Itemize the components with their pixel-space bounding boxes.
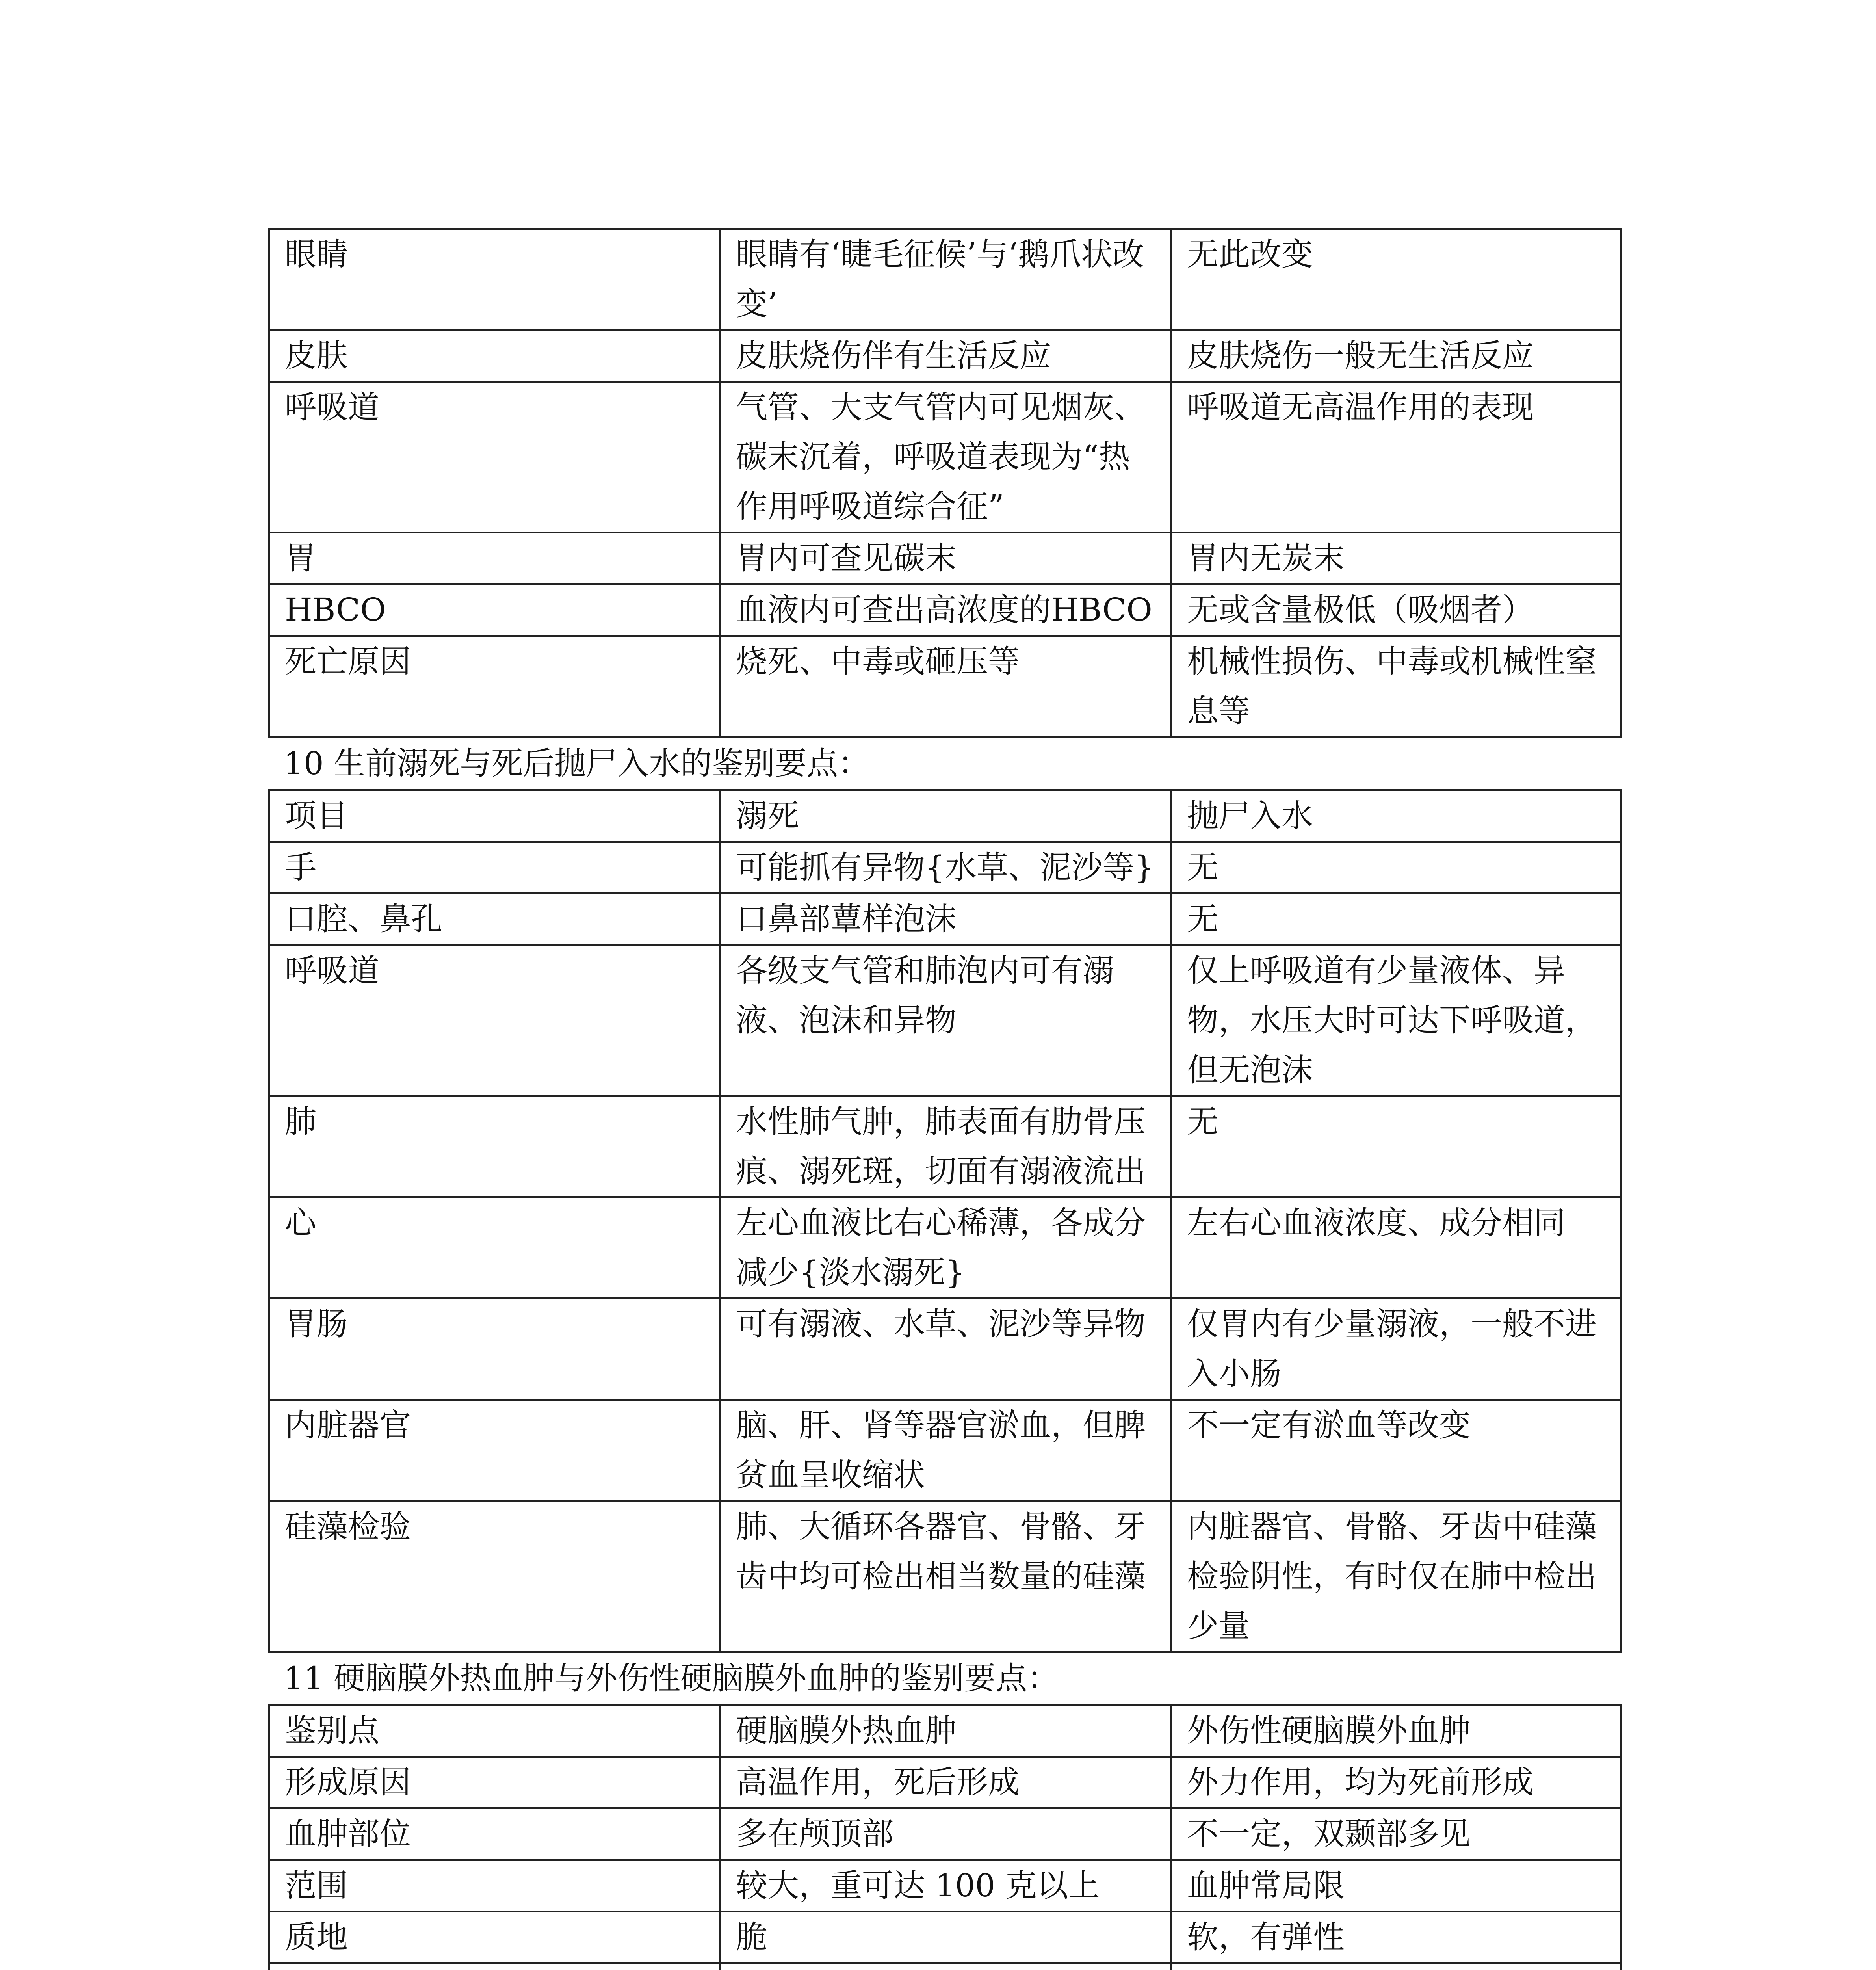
table-cell: 外伤性硬脑膜外血肿 (1171, 1705, 1621, 1757)
table-row (269, 1705, 1621, 1757)
table-cell: 高温作用，死后形成 (720, 1757, 1171, 1808)
table-cell: 口腔、鼻孔 (269, 894, 720, 945)
table-cell: 较大，重可达 100 克以上 (720, 1860, 1171, 1912)
table-cell: 各级支气管和肺泡内可有溺液、泡沫和异物 (720, 945, 1171, 1096)
table-row (269, 1197, 1621, 1299)
table-cell: 仅胃内有少量溺液，一般不进入小肠 (1171, 1299, 1621, 1400)
table-row (269, 1963, 1621, 1970)
table-cell: 形成原因 (269, 1757, 720, 1808)
table-body (269, 1705, 1621, 1970)
table-cell: 内脏器官、骨骼、牙齿中硅藻检验阴性，有时仅在肺中检出少量 (1171, 1501, 1621, 1652)
table-cell: 肺、大循环各器官、骨骼、牙齿中均可检出相当数量的硅藻 (720, 1501, 1171, 1652)
table-cell: 烧死、中毒或砸压等 (720, 636, 1171, 737)
table-cell: 左右心血液浓度、成分相同 (1171, 1197, 1621, 1299)
table-cell: 无 (1171, 894, 1621, 945)
table-cell: 硅藻检验 (269, 1501, 720, 1652)
table-burn-comparison (268, 228, 1622, 738)
table-row (269, 636, 1621, 737)
table-cell: HBCO (269, 584, 720, 636)
table-cell: 抛尸入水 (1171, 790, 1621, 842)
table-cell: 软，有弹性 (1171, 1912, 1621, 1963)
table-cell: 无或含量极低（吸烟者） (1171, 584, 1621, 636)
table-row (269, 1860, 1621, 1912)
table-cell (269, 1963, 720, 1970)
table-row (269, 790, 1621, 842)
table-row (269, 533, 1621, 584)
table-cell (720, 1963, 1171, 1970)
table-cell: 多在颅顶部 (720, 1808, 1171, 1860)
table-body (269, 229, 1621, 737)
table-cell: 眼睛 (269, 229, 720, 330)
table-cell: 皮肤烧伤一般无生活反应 (1171, 330, 1621, 382)
table-cell: 胃肠 (269, 1299, 720, 1400)
table-cell: 范围 (269, 1860, 720, 1912)
table-cell: 左心血液比右心稀薄，各成分减少{淡水溺死} (720, 1197, 1171, 1299)
table-body (269, 790, 1621, 1652)
section-10-caption: 10 生前溺死与死后抛尸入水的鉴别要点： (284, 745, 870, 782)
table-cell: 手 (269, 842, 720, 894)
table-row (269, 1757, 1621, 1808)
table-cell: 脆 (720, 1912, 1171, 1963)
table-cell: 无 (1171, 1096, 1621, 1197)
table-cell: 无此改变 (1171, 229, 1621, 330)
table-row (269, 1808, 1621, 1860)
table-row (269, 894, 1621, 945)
table-row (269, 229, 1621, 330)
table-cell: 胃内可查见碳末 (720, 533, 1171, 584)
table-row (269, 1299, 1621, 1400)
table-cell: 可有溺液、水草、泥沙等异物 (720, 1299, 1171, 1400)
table-row (269, 584, 1621, 636)
table-row (269, 330, 1621, 382)
table-cell: 不一定有淤血等改变 (1171, 1400, 1621, 1501)
table-cell: 鉴别点 (269, 1705, 720, 1757)
table-cell: 口鼻部蕈样泡沫 (720, 894, 1171, 945)
table-cell: 皮肤 (269, 330, 720, 382)
table-row (269, 382, 1621, 533)
table-cell: 心 (269, 1197, 720, 1299)
table-cell: 不一定，双颞部多见 (1171, 1808, 1621, 1860)
table-cell: 胃内无炭末 (1171, 533, 1621, 584)
table-cell: 可能抓有异物{水草、泥沙等} (720, 842, 1171, 894)
table-cell: 内脏器官 (269, 1400, 720, 1501)
table-cell: 水性肺气肿，肺表面有肋骨压痕、溺死斑，切面有溺液流出 (720, 1096, 1171, 1197)
table-cell: 呼吸道 (269, 382, 720, 533)
table-row (269, 1400, 1621, 1501)
section-11-caption: 11 硬脑膜外热血肿与外伤性硬脑膜外血肿的鉴别要点： (284, 1660, 1059, 1697)
document-page (268, 228, 1620, 1970)
table-cell: 气管、大支气管内可见烟灰、碳末沉着，呼吸道表现为“热作用呼吸道综合征” (720, 382, 1171, 533)
table-cell: 胃 (269, 533, 720, 584)
table-cell: 皮肤烧伤伴有生活反应 (720, 330, 1171, 382)
table-drowning-comparison (268, 789, 1622, 1653)
table-row (269, 1912, 1621, 1963)
table-row (269, 945, 1621, 1096)
table-cell: 眼睛有‘睫毛征候’与‘鹅爪状改变’ (720, 229, 1171, 330)
table-cell: 机械性损伤、中毒或机械性窒息等 (1171, 636, 1621, 737)
table-cell: 脑、肝、肾等器官淤血，但脾贫血呈收缩状 (720, 1400, 1171, 1501)
table-hematoma-comparison (268, 1704, 1622, 1970)
table-cell: 血肿常局限 (1171, 1860, 1621, 1912)
table-cell: 质地 (269, 1912, 720, 1963)
table-cell: 血液内可查出高浓度的HBCO (720, 584, 1171, 636)
table-cell: 死亡原因 (269, 636, 720, 737)
table-cell: 仅上呼吸道有少量液体、异物，水压大时可达下呼吸道，但无泡沫 (1171, 945, 1621, 1096)
table-cell (1171, 1963, 1621, 1970)
table-row (269, 842, 1621, 894)
table-cell: 呼吸道 (269, 945, 720, 1096)
table-row (269, 1096, 1621, 1197)
table-cell: 硬脑膜外热血肿 (720, 1705, 1171, 1757)
table-cell: 无 (1171, 842, 1621, 894)
table-cell: 外力作用，均为死前形成 (1171, 1757, 1621, 1808)
table-row (269, 1501, 1621, 1652)
table-cell: 溺死 (720, 790, 1171, 842)
table-cell: 项目 (269, 790, 720, 842)
table-cell: 血肿部位 (269, 1808, 720, 1860)
table-cell: 肺 (269, 1096, 720, 1197)
table-cell: 呼吸道无高温作用的表现 (1171, 382, 1621, 533)
